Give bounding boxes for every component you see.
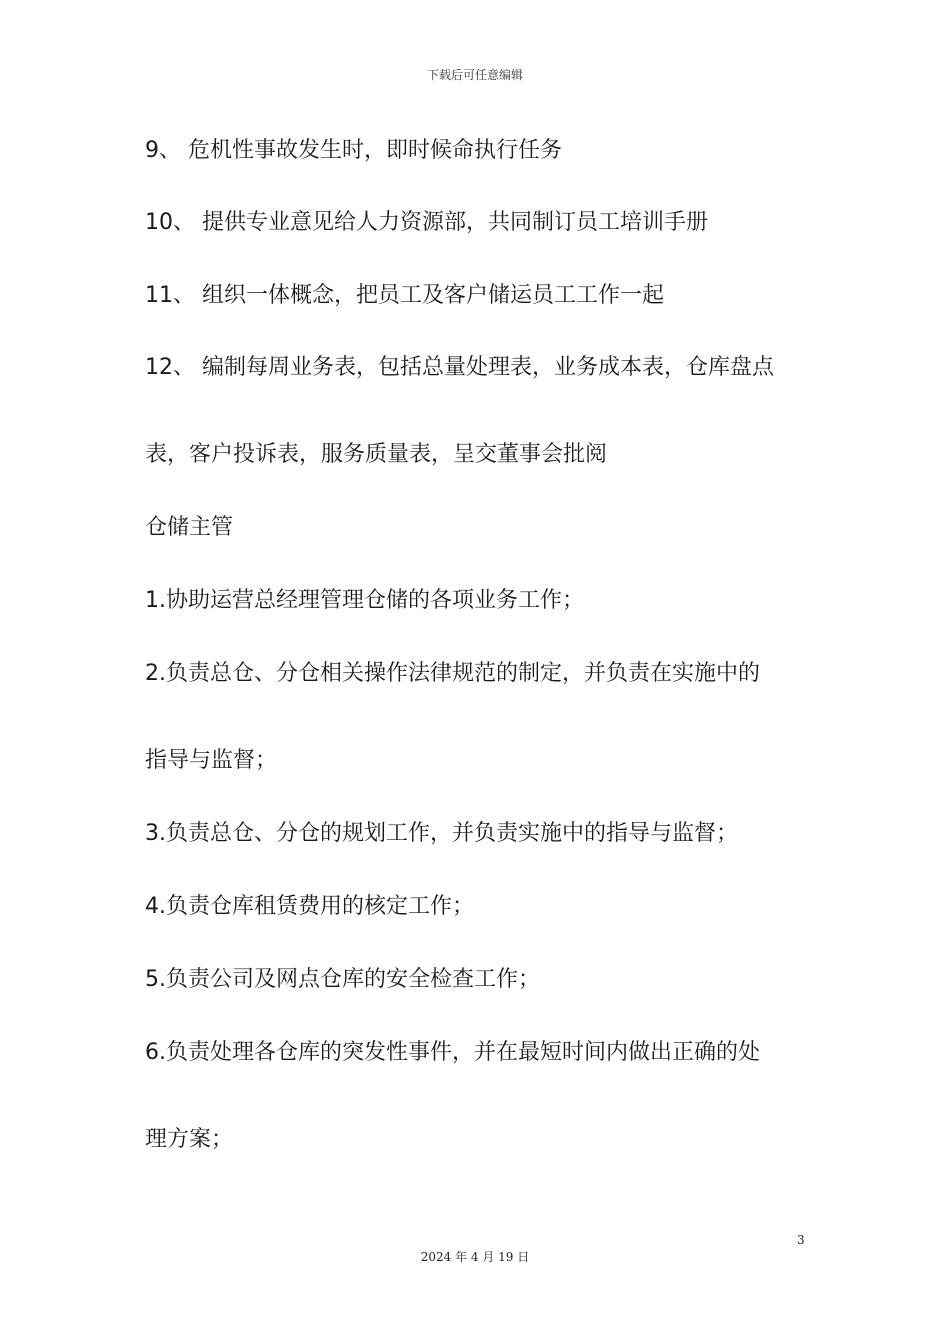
duty-item-6-continued: 理方案； xyxy=(145,1127,234,1152)
duty-item-2: 2.负责总仓、分仓相关操作法律规范的制定，并负责在实施中的 xyxy=(145,661,760,686)
duty-item-1: 1.协助运营总经理管理仓储的各项业务工作； xyxy=(145,588,584,613)
duty-item-4: 4.负责仓库租赁费用的核定工作； xyxy=(145,894,474,919)
footer-date: 2024 年 4 月 19 日 xyxy=(420,1250,530,1264)
list-item-12-continued: 表，客户投诉表，服务质量表，呈交董事会批阅 xyxy=(145,442,608,467)
section-heading: 仓储主管 xyxy=(145,515,234,540)
page-number: 3 xyxy=(797,1233,805,1247)
duty-item-6: 6.负责处理各仓库的突发性事件，并在最短时间内做出正确的处 xyxy=(145,1040,760,1065)
duty-item-2-continued: 指导与监督； xyxy=(145,748,278,773)
list-item-9: 9、 危机性事故发生时，即时候命执行任务 xyxy=(145,138,562,163)
list-item-10: 10、 提供专业意见给人力资源部，共同制订员工培训手册 xyxy=(145,210,708,235)
list-item-11: 11、 组织一体概念，把员工及客户储运员工工作一起 xyxy=(145,283,664,308)
list-item-12: 12、 编制每周业务表，包括总量处理表，业务成本表，仓库盘点 xyxy=(145,355,774,380)
duty-item-5: 5.负责公司及网点仓库的安全检查工作； xyxy=(145,967,540,992)
duty-item-3: 3.负责总仓、分仓的规划工作，并负责实施中的指导与监督； xyxy=(145,821,738,846)
page-header: 下载后可任意编辑 xyxy=(426,68,523,82)
